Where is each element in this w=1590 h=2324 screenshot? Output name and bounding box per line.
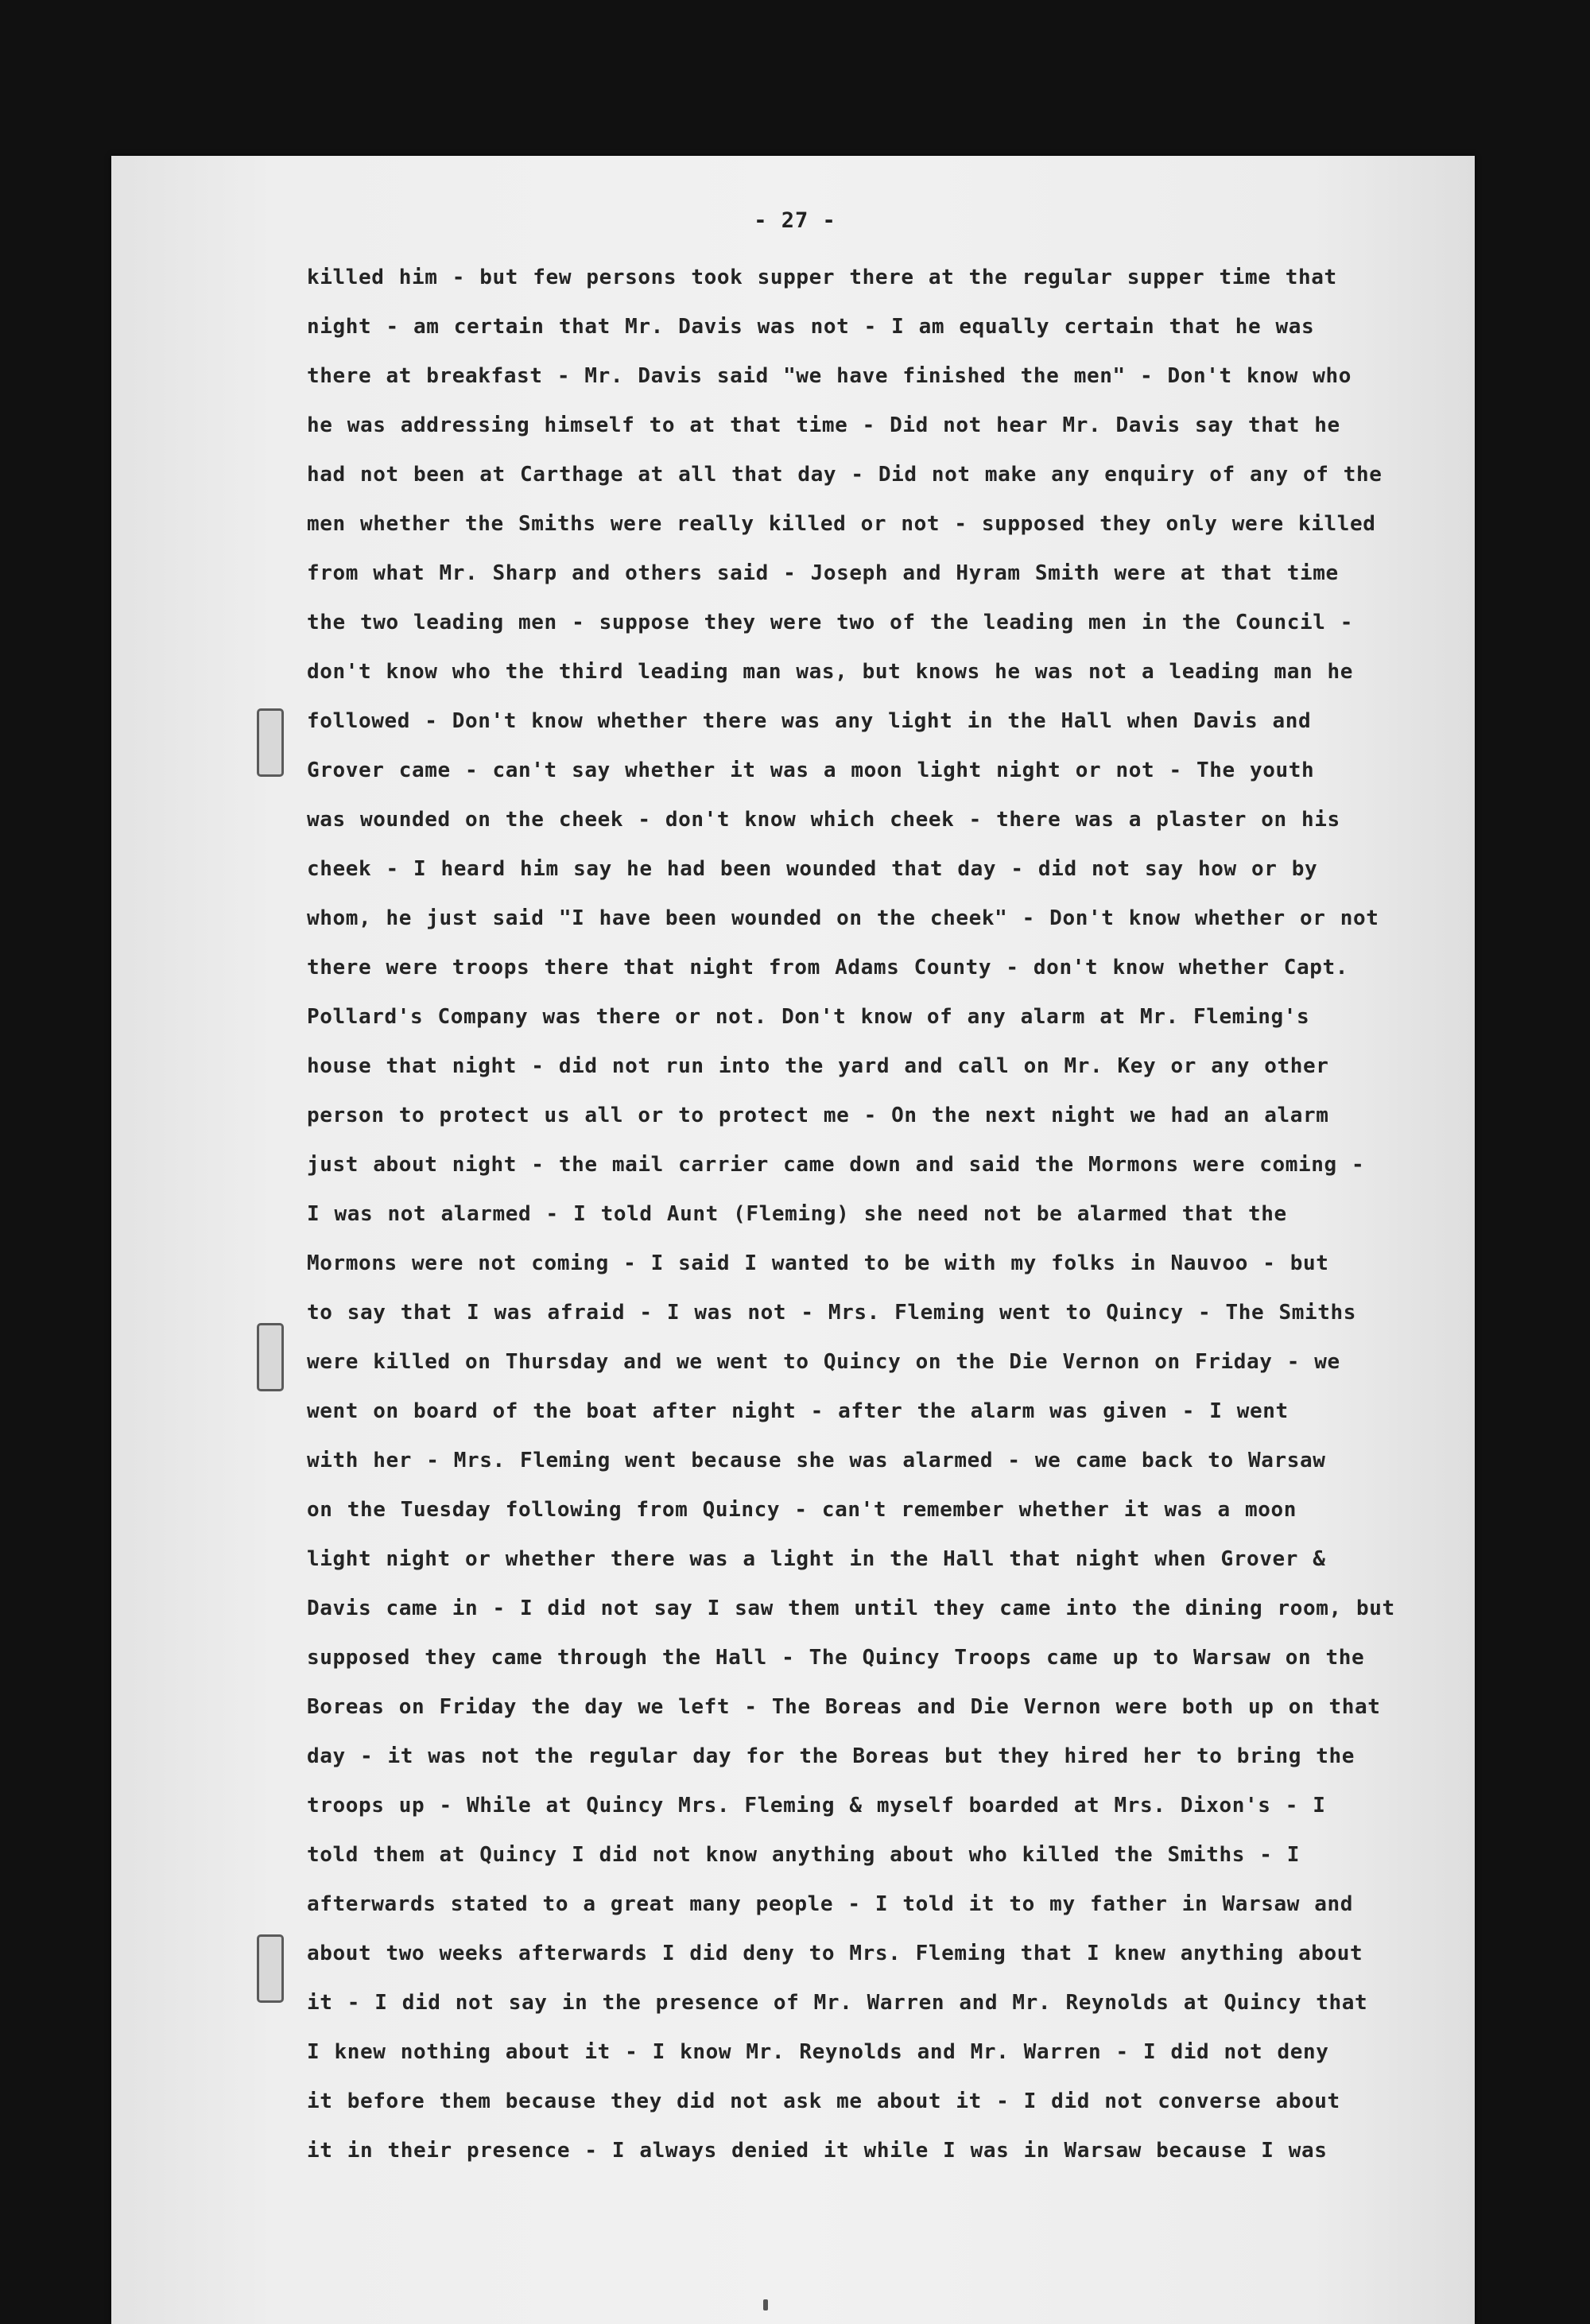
typed-line: was wounded on the cheek - don't know which cheek - there was a plaster on his: [307, 808, 1340, 832]
typed-line: Grover came - can't say whether it was a moon light night or not - The youth: [307, 759, 1315, 782]
punch-hole: [257, 1323, 284, 1391]
typed-line: it - I did not say in the presence of Mr. Warren and Mr. Reynolds at Quincy that: [307, 1991, 1368, 2015]
typed-line: Mormons were not coming - I said I wanted to be with my folks in Nauvoo - but: [307, 1251, 1329, 1275]
typed-line: I was not alarmed - I told Aunt (Fleming) she need not be alarmed that the: [307, 1202, 1287, 1226]
typed-line: Boreas on Friday the day we left - The Boreas and Die Vernon were both up on that: [307, 1695, 1381, 1719]
typed-line: killed him - but few persons took supper there at the regular supper time that: [307, 266, 1337, 289]
typed-line: afterwards stated to a great many people - I told it to my father in Warsaw and: [307, 1892, 1354, 1916]
typed-line: from what Mr. Sharp and others said - Joseph and Hyram Smith were at that time: [307, 561, 1339, 585]
typed-line: just about night - the mail carrier came down and said the Mormons were coming -: [307, 1153, 1365, 1177]
typed-line: went on board of the boat after night - after the alarm was given - I went: [307, 1399, 1289, 1423]
typed-line: light night or whether there was a light in the Hall that night when Grover &: [307, 1547, 1326, 1571]
typed-line: I knew nothing about it - I know Mr. Reynolds and Mr. Warren - I did not deny: [307, 2040, 1329, 2064]
typed-line: were killed on Thursday and we went to Quincy on the Die Vernon on Friday - we: [307, 1350, 1340, 1374]
typed-line: house that night - did not run into the yard and call on Mr. Key or any other: [307, 1054, 1329, 1078]
typed-line: about two weeks afterwards I did deny to Mrs. Fleming that I knew anything about: [307, 1942, 1363, 1965]
typed-line: Pollard's Company was there or not. Don't know of any alarm at Mr. Fleming's: [307, 1005, 1310, 1029]
typed-line: cheek - I heard him say he had been wounded that day - did not say how or by: [307, 857, 1318, 881]
typed-line: had not been at Carthage at all that day - Did not make any enquiry of any of the: [307, 463, 1383, 487]
typed-line: it in their presence - I always denied it while I was in Warsaw because I was: [307, 2139, 1328, 2163]
typed-line: don't know who the third leading man was, but knows he was not a leading man he: [307, 660, 1354, 684]
typed-line: whom, he just said "I have been wounded on the cheek" - Don't know whether or not: [307, 906, 1379, 930]
typed-line: he was addressing himself to at that time - Did not hear Mr. Davis say that he: [307, 413, 1340, 437]
typed-line: there at breakfast - Mr. Davis said "we have finished the men" - Don't know who: [307, 364, 1352, 388]
typed-line: day - it was not the regular day for the Boreas but they hired her to bring the: [307, 1744, 1355, 1768]
punch-hole: [257, 708, 284, 777]
typed-line: Davis came in - I did not say I saw them until they came into the dining room, but: [307, 1597, 1395, 1620]
typed-line: the two leading men - suppose they were two of the leading men in the Council -: [307, 611, 1354, 634]
typed-line: with her - Mrs. Fleming went because she was alarmed - we came back to Warsaw: [307, 1449, 1326, 1472]
typed-line: it before them because they did not ask me about it - I did not converse about: [307, 2089, 1340, 2113]
page-number: - 27 -: [754, 208, 836, 233]
typed-line: night - am certain that Mr. Davis was not - I am equally certain that he was: [307, 315, 1315, 339]
typed-line: told them at Quincy I did not know anything about who killed the Smiths - I: [307, 1843, 1300, 1867]
typed-line: men whether the Smiths were really killed or not - supposed they only were killed: [307, 512, 1376, 536]
punch-hole: [257, 1934, 284, 2003]
typed-line: troops up - While at Quincy Mrs. Fleming & myself boarded at Mrs. Dixon's - I: [307, 1794, 1326, 1818]
typed-line: supposed they came through the Hall - The Quincy Troops came up to Warsaw on the: [307, 1646, 1365, 1670]
typed-line: person to protect us all or to protect me - On the next night we had an alarm: [307, 1104, 1329, 1127]
typed-line: on the Tuesday following from Quincy - can't remember whether it was a moon: [307, 1498, 1297, 1522]
typed-text-body: [307, 253, 1428, 2175]
scan-speck: [763, 2299, 768, 2310]
typed-line: followed - Don't know whether there was any light in the Hall when Davis and: [307, 709, 1312, 733]
typed-line: there were troops there that night from Adams County - don't know whether Capt.: [307, 956, 1349, 980]
typed-line: to say that I was afraid - I was not - Mrs. Fleming went to Quincy - The Smiths: [307, 1301, 1357, 1325]
